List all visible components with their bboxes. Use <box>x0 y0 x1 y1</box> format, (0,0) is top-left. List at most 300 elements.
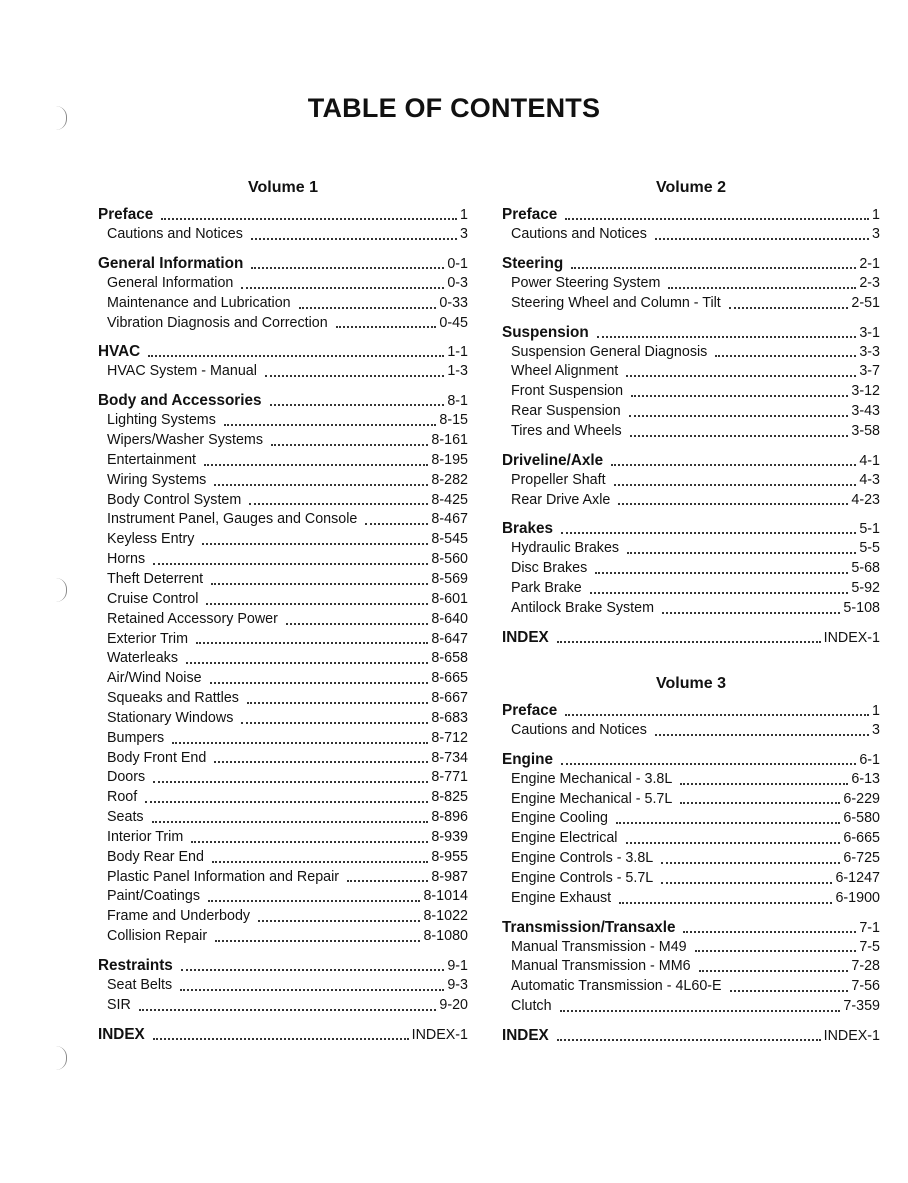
page-number: 6-13 <box>851 770 880 787</box>
entry-title: Rear Suspension <box>511 403 621 420</box>
entry-title: Body Front End <box>107 749 207 766</box>
dot-leader <box>629 415 849 417</box>
toc-entry[interactable] <box>98 868 468 888</box>
toc-entry[interactable] <box>502 402 880 422</box>
toc-section <box>502 917 880 1017</box>
binding-hole-mark <box>56 1046 67 1070</box>
volume-3-sections <box>502 700 880 1046</box>
toc-section <box>502 253 880 314</box>
section-title: Preface <box>502 206 558 223</box>
page-number: 5-68 <box>851 560 880 577</box>
page-number: 2-1 <box>859 255 880 272</box>
page-number: 0-1 <box>447 255 468 272</box>
dot-leader <box>561 763 856 765</box>
section-title: INDEX <box>502 1026 549 1044</box>
section-title: Brakes <box>502 520 554 538</box>
entry-title: Bumpers <box>107 729 165 746</box>
page-number: 3 <box>872 226 880 242</box>
toc-entry[interactable] <box>502 977 880 997</box>
toc-entry[interactable] <box>98 590 468 610</box>
entry-title: Doors <box>107 769 146 786</box>
page-number: 7-5 <box>859 938 880 955</box>
toc-entry[interactable] <box>98 610 468 630</box>
dot-leader <box>224 424 437 426</box>
dot-leader <box>729 307 849 309</box>
page-number: 9-1 <box>447 958 468 974</box>
toc-entry[interactable] <box>98 570 468 590</box>
page-number: 8-425 <box>431 491 468 508</box>
entry-title: Suspension General Diagnosis <box>511 343 708 360</box>
entry-title: Waterleaks <box>107 650 178 667</box>
dot-leader <box>614 484 857 486</box>
entry-title: Wheel Alignment <box>511 363 619 380</box>
volume-2-heading: Volume 2 <box>656 179 726 196</box>
dot-leader <box>336 326 437 328</box>
toc-entry[interactable] <box>98 768 468 788</box>
page-number: 3 <box>460 226 468 242</box>
page-number: 5-1 <box>859 521 880 538</box>
entry-title: Engine Mechanical - 3.8L <box>511 770 673 787</box>
page-number: 8-601 <box>431 590 468 607</box>
section-title: Body and Accessories <box>98 392 262 410</box>
dot-leader <box>661 862 840 864</box>
dot-leader <box>619 902 832 904</box>
entry-title: Engine Mechanical - 5.7L <box>511 790 673 807</box>
page-number: INDEX-1 <box>411 1026 468 1043</box>
page-number: 8-712 <box>431 729 468 746</box>
dot-leader <box>271 444 428 446</box>
toc-entry[interactable] <box>502 849 880 869</box>
entry-title: Engine Controls - 3.8L <box>511 850 654 867</box>
toc-entry[interactable] <box>98 996 468 1016</box>
page-number: 8-665 <box>431 670 468 687</box>
toc-entry[interactable] <box>502 809 880 829</box>
dot-leader <box>699 970 849 972</box>
page-number: 0-33 <box>439 294 468 311</box>
toc-section <box>98 390 468 947</box>
toc-entry[interactable] <box>98 630 468 650</box>
page-number: 8-282 <box>431 471 468 488</box>
page-number: 8-161 <box>431 432 468 449</box>
toc-entry[interactable] <box>98 689 468 709</box>
section-title: Transmission/Transaxle <box>502 918 676 936</box>
entry-title: Entertainment <box>107 451 197 468</box>
dot-leader <box>214 484 428 486</box>
toc-section-heading[interactable] <box>98 1024 468 1045</box>
page-number: 5-92 <box>851 580 880 597</box>
toc-entry[interactable] <box>502 471 880 491</box>
toc-section-heading[interactable] <box>98 341 468 362</box>
dot-leader <box>241 287 444 289</box>
page-number: 4-23 <box>851 491 880 508</box>
toc-entry[interactable] <box>98 808 468 828</box>
toc-entry[interactable] <box>502 539 880 559</box>
section-title: Engine <box>502 750 553 768</box>
page-number: 5-108 <box>843 599 880 616</box>
toc-section-heading[interactable] <box>98 955 468 976</box>
dot-leader <box>680 783 848 785</box>
toc-entry[interactable] <box>502 997 880 1017</box>
dot-leader <box>730 990 849 992</box>
entry-title: Hydraulic Brakes <box>511 540 620 557</box>
toc-section <box>98 955 468 1016</box>
toc-section <box>502 700 880 741</box>
toc-entry[interactable] <box>98 294 468 314</box>
entry-title: Roof <box>107 789 138 806</box>
toc-entry[interactable] <box>502 938 880 958</box>
entry-title: Horns <box>107 551 146 568</box>
toc-entry[interactable] <box>502 343 880 363</box>
page-number: 8-545 <box>431 531 468 548</box>
toc-section-heading[interactable] <box>502 322 880 343</box>
toc-entry[interactable] <box>98 729 468 749</box>
dot-leader <box>191 841 428 843</box>
section-title: INDEX <box>502 628 549 646</box>
dot-leader <box>595 572 848 574</box>
page-number: 3-12 <box>851 383 880 400</box>
volume-1-heading: Volume 1 <box>248 179 318 196</box>
page-number: 8-1022 <box>423 908 468 925</box>
page-number: 8-987 <box>431 868 468 885</box>
page-number: 3-3 <box>859 343 880 360</box>
toc-entry[interactable] <box>502 491 880 511</box>
toc-section <box>502 204 880 245</box>
entry-title: Maintenance and Lubrication <box>107 294 291 311</box>
entry-title: Cautions and Notices <box>511 226 647 242</box>
toc-entry[interactable] <box>502 790 880 810</box>
toc-entry[interactable] <box>502 889 880 909</box>
toc-entry[interactable] <box>98 848 468 868</box>
entry-title: Manual Transmission - MM6 <box>511 958 691 975</box>
page-number: 8-560 <box>431 551 468 568</box>
toc-entry[interactable] <box>502 382 880 402</box>
dot-leader <box>270 404 445 406</box>
entry-title: Interior Trim <box>107 828 184 845</box>
page-number: 7-28 <box>851 958 880 975</box>
dot-leader <box>630 435 849 437</box>
toc-entry[interactable] <box>502 559 880 579</box>
entry-title: Instrument Panel, Gauges and Console <box>107 511 358 528</box>
dot-leader <box>680 802 840 804</box>
volume-1-column <box>98 176 468 1045</box>
dot-leader <box>626 375 856 377</box>
page-number: 7-1 <box>859 919 880 936</box>
toc-section <box>502 749 880 909</box>
entry-title: Rear Drive Axle <box>511 491 611 508</box>
page-number: 6-1 <box>859 751 880 768</box>
volume-3-heading: Volume 3 <box>656 674 726 692</box>
dot-leader <box>211 583 428 585</box>
entry-title: Clutch <box>511 998 552 1015</box>
toc-entry[interactable] <box>98 411 468 431</box>
page-number: 6-1247 <box>835 869 880 886</box>
toc-entry[interactable] <box>98 749 468 769</box>
entry-title: Front Suspension <box>511 383 624 400</box>
toc-entry[interactable] <box>98 927 468 947</box>
page-number: 9-20 <box>439 996 468 1013</box>
entry-title: Lighting Systems <box>107 412 216 429</box>
toc-entry[interactable] <box>502 422 880 442</box>
entry-title: Keyless Entry <box>107 531 195 548</box>
page-number: 8-771 <box>431 769 468 786</box>
page-number: 1-3 <box>447 363 468 380</box>
section-title: Preface <box>502 701 558 719</box>
volume-2-3-column <box>502 176 880 1046</box>
entry-title: Theft Deterrent <box>107 570 204 587</box>
dot-leader <box>655 238 869 240</box>
entry-title: Engine Electrical <box>511 830 618 847</box>
volume-1-sections <box>98 204 468 1045</box>
page-number: 3-43 <box>851 403 880 420</box>
dot-leader <box>145 801 428 803</box>
dot-leader <box>365 523 428 525</box>
page-number: 8-1014 <box>423 888 468 905</box>
entry-title: Manual Transmission - M49 <box>511 938 687 955</box>
dot-leader <box>148 355 444 357</box>
entry-title: Cautions and Notices <box>511 721 647 738</box>
page-number: 6-725 <box>843 850 880 867</box>
page-number: 1 <box>460 207 468 223</box>
page-number: 8-467 <box>431 511 468 528</box>
dot-leader <box>139 1009 437 1011</box>
dot-leader <box>206 603 428 605</box>
page-number: 2-3 <box>859 274 880 291</box>
page-number: 8-640 <box>431 610 468 627</box>
toc-section-heading[interactable] <box>502 700 880 721</box>
section-title: Preface <box>98 206 154 223</box>
page-number: 1 <box>872 702 880 719</box>
entry-title: Cruise Control <box>107 590 199 607</box>
toc-entry[interactable] <box>502 770 880 790</box>
toc-entry[interactable] <box>98 887 468 907</box>
dot-leader <box>590 592 849 594</box>
toc-entry[interactable] <box>98 451 468 471</box>
toc-entry[interactable] <box>502 957 880 977</box>
binding-hole-mark <box>56 578 67 602</box>
entry-title: Seat Belts <box>107 977 173 993</box>
page-number: 8-667 <box>431 690 468 707</box>
toc-entry[interactable] <box>98 362 468 382</box>
dot-leader <box>180 989 444 991</box>
dot-leader <box>560 1010 841 1012</box>
entry-title: Air/Wind Noise <box>107 670 202 687</box>
page-number: 0-3 <box>447 274 468 291</box>
dot-leader <box>286 623 429 625</box>
dot-leader <box>683 931 856 933</box>
entry-title: Retained Accessory Power <box>107 610 278 627</box>
toc-entry[interactable] <box>502 294 880 314</box>
section-title: HVAC <box>98 343 141 361</box>
dot-leader <box>186 662 428 664</box>
toc-section <box>98 204 468 245</box>
section-title: General Information <box>98 254 244 272</box>
volume-2-sections <box>502 204 880 648</box>
toc-entry[interactable] <box>502 869 880 889</box>
dot-leader <box>214 761 428 763</box>
page-number: 3-58 <box>851 422 880 439</box>
entry-title: Exterior Trim <box>107 630 189 647</box>
toc-entry[interactable] <box>98 649 468 669</box>
page-number: 8-955 <box>431 848 468 865</box>
toc-section-heading[interactable] <box>98 390 468 411</box>
dot-leader <box>251 267 444 269</box>
page-number: 6-665 <box>843 830 880 847</box>
dot-leader <box>655 734 869 736</box>
toc-entry[interactable] <box>98 274 468 294</box>
toc-section-heading[interactable] <box>98 253 468 274</box>
toc-section <box>502 450 880 511</box>
toc-section <box>98 341 468 382</box>
page-number: 2-51 <box>851 294 880 311</box>
entry-title: Steering Wheel and Column - Tilt <box>511 294 721 311</box>
page-number: 9-3 <box>447 977 468 993</box>
page-number: 5-5 <box>859 540 880 557</box>
toc-section-heading[interactable] <box>502 917 880 938</box>
toc-section-heading[interactable] <box>502 204 880 225</box>
toc-section <box>98 253 468 334</box>
page-number: 8-683 <box>431 709 468 726</box>
entry-title: Automatic Transmission - 4L60-E <box>511 978 722 995</box>
entry-title: General Information <box>107 274 234 291</box>
toc-entry[interactable] <box>502 829 880 849</box>
page-number: 8-658 <box>431 650 468 667</box>
toc-entry[interactable] <box>502 579 880 599</box>
dot-leader <box>210 682 429 684</box>
dot-leader <box>627 552 856 554</box>
page-number: INDEX-1 <box>823 629 880 646</box>
toc-entry[interactable] <box>502 225 880 245</box>
toc-entry[interactable] <box>502 599 880 619</box>
entry-title: Park Brake <box>511 580 582 597</box>
entry-title: Squeaks and Rattles <box>107 690 239 707</box>
toc-entry[interactable] <box>98 788 468 808</box>
toc-section <box>502 1025 880 1046</box>
dot-leader <box>631 395 848 397</box>
entry-title: Stationary Windows <box>107 709 234 726</box>
dot-leader <box>616 822 840 824</box>
section-title: Driveline/Axle <box>502 451 604 469</box>
dot-leader <box>611 464 856 466</box>
dot-leader <box>251 238 457 240</box>
dot-leader <box>204 464 428 466</box>
entry-title: Tires and Wheels <box>511 422 622 439</box>
page-number: 7-56 <box>851 978 880 995</box>
entry-title: Wiring Systems <box>107 471 207 488</box>
dot-leader <box>249 503 428 505</box>
toc-entry[interactable] <box>98 491 468 511</box>
toc-entry[interactable] <box>98 431 468 451</box>
toc-section-heading[interactable] <box>98 204 468 225</box>
toc-section-heading[interactable] <box>502 627 880 648</box>
entry-title: Collision Repair <box>107 928 208 945</box>
entry-title: Seats <box>107 809 144 826</box>
toc-section-heading[interactable] <box>502 450 880 471</box>
dot-leader <box>557 1039 821 1041</box>
toc-entry[interactable] <box>98 550 468 570</box>
dot-leader <box>662 612 840 614</box>
dot-leader <box>265 375 444 377</box>
toc-section <box>502 322 880 442</box>
toc-entry[interactable] <box>98 709 468 729</box>
toc-entry[interactable] <box>98 669 468 689</box>
dot-leader <box>668 287 856 289</box>
toc-section-heading[interactable] <box>502 253 880 274</box>
toc-entry[interactable] <box>98 530 468 550</box>
toc-entry[interactable] <box>98 314 468 334</box>
toc-section-heading[interactable] <box>502 749 880 770</box>
toc-entry[interactable] <box>502 721 880 741</box>
page-number: 4-3 <box>859 471 880 488</box>
dot-leader <box>153 781 428 783</box>
dot-leader <box>299 307 437 309</box>
entry-title: Engine Exhaust <box>511 889 612 906</box>
dot-leader <box>247 702 428 704</box>
dot-leader <box>215 940 420 942</box>
entry-title: Wipers/Washer Systems <box>107 432 263 449</box>
dot-leader <box>212 861 428 863</box>
toc-entry[interactable] <box>502 274 880 294</box>
toc-entry[interactable] <box>98 225 468 245</box>
toc-entry[interactable] <box>98 976 468 996</box>
dot-leader <box>153 563 428 565</box>
toc-entry[interactable] <box>98 510 468 530</box>
page-number: 0-45 <box>439 314 468 331</box>
dot-leader <box>715 355 856 357</box>
dot-leader <box>152 821 429 823</box>
dot-leader <box>565 714 869 716</box>
page-number: 8-647 <box>431 630 468 647</box>
dot-leader <box>565 218 869 220</box>
toc-entry[interactable] <box>98 828 468 848</box>
page-number: 8-825 <box>431 789 468 806</box>
toc-section-heading[interactable] <box>502 518 880 539</box>
page-number: 3-1 <box>859 324 880 341</box>
entry-title: Engine Controls - 5.7L <box>511 869 654 886</box>
dot-leader <box>153 1038 409 1040</box>
entry-title: Vibration Diagnosis and Correction <box>107 314 328 331</box>
page-number: 8-15 <box>439 412 468 429</box>
page-number: 4-1 <box>859 452 880 469</box>
dot-leader <box>258 920 420 922</box>
dot-leader <box>202 543 428 545</box>
dot-leader <box>571 267 856 269</box>
page-number: 6-1900 <box>835 889 880 906</box>
dot-leader <box>241 722 428 724</box>
toc-entry[interactable] <box>98 471 468 491</box>
page-number: 8-1080 <box>423 928 468 945</box>
toc-section-heading[interactable] <box>502 1025 880 1046</box>
dot-leader <box>626 842 841 844</box>
dot-leader <box>161 218 457 220</box>
toc-entry[interactable] <box>502 362 880 382</box>
entry-title: Paint/Coatings <box>107 888 200 905</box>
section-title: Steering <box>502 254 564 272</box>
page-number: 8-939 <box>431 828 468 845</box>
entry-title: HVAC System - Manual <box>107 363 257 380</box>
page-number: 8-734 <box>431 749 468 766</box>
dot-leader <box>618 503 848 505</box>
page-number: 1-1 <box>447 344 468 361</box>
toc-section <box>502 518 880 618</box>
dot-leader <box>347 880 428 882</box>
page-number: INDEX-1 <box>823 1027 880 1044</box>
dot-leader <box>181 969 445 971</box>
toc-section <box>98 1024 468 1045</box>
page-number: 6-580 <box>843 810 880 827</box>
entry-title: Propeller Shaft <box>511 471 606 488</box>
toc-entry[interactable] <box>98 907 468 927</box>
dot-leader <box>561 532 856 534</box>
